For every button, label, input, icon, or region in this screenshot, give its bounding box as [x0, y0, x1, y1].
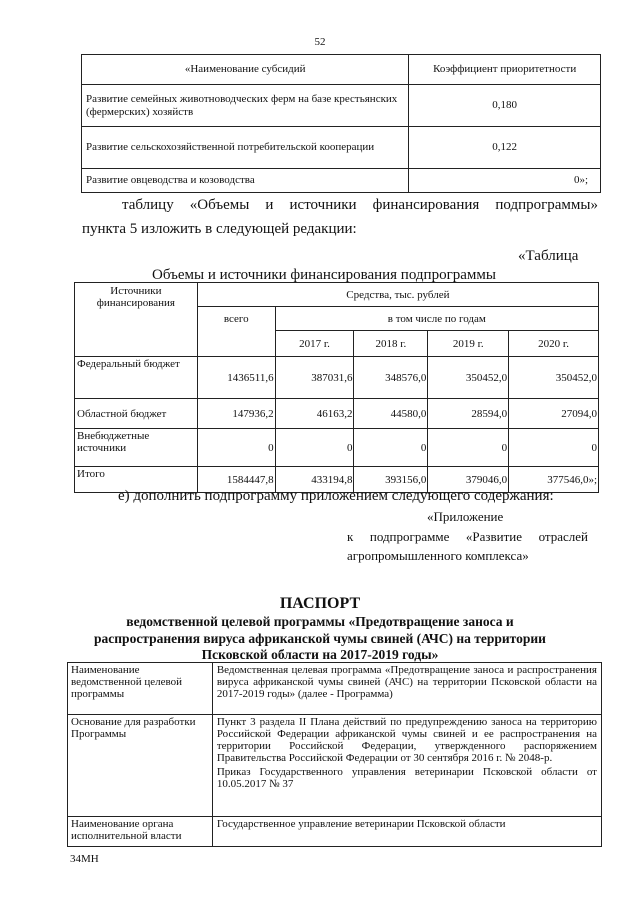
subsidy-name: Развитие семейных животноводческих ферм на базе крестьянских (фермерских) хозяйств — [82, 85, 409, 127]
appendix-line: к подпрограмме «Развитие отраслей — [347, 529, 588, 544]
table-row — [68, 663, 602, 715]
year-value: 433194,8 — [275, 467, 354, 493]
source-name: Внебюджетные источники — [75, 429, 198, 467]
by-years-header: в том числе по годам — [275, 307, 598, 331]
paragraph-line: таблицу «Объемы и источники финансирования подпрограммы» — [122, 197, 598, 213]
passport-field-value: Государственное управление ветеринарии Псковской области — [212, 817, 601, 847]
table-row — [75, 357, 599, 399]
total-header: всего — [197, 307, 275, 357]
year-header: 2020 г. — [509, 331, 599, 357]
passport-subtitle: распространения вируса африканской чумы свиней (АЧС) на территории — [94, 631, 546, 646]
table-row — [68, 817, 602, 847]
source-name: Итого — [75, 467, 198, 493]
year-value: 44580,0 — [354, 399, 428, 429]
total-value: 147936,2 — [197, 399, 275, 429]
passport-field-label: Наименование органа исполнительной власти — [68, 817, 213, 847]
subsidy-table — [81, 54, 601, 193]
table-row — [82, 85, 601, 127]
year-header: 2019 г. — [428, 331, 509, 357]
passport-value-paragraph: Пункт 3 раздела II Плана действий по предупреждению заноса на территорию Российской Федерации африканской чумы свиней и ее распространения на территории Российской Федерации, утвержденного распоряжением Правительства Российской Федерации от 30 сентября 2016 г. № 2048-р. — [216, 716, 597, 764]
year-value: 350452,0 — [509, 357, 599, 399]
table-row — [68, 715, 602, 817]
year-value: 27094,0 — [509, 399, 599, 429]
appendix-label: «Приложение — [427, 509, 504, 524]
total-value: 1436511,6 — [197, 357, 275, 399]
passport-title: ПАСПОРТ — [279, 595, 361, 612]
year-value: 379046,0 — [428, 467, 509, 493]
appendix-line: агропромышленного комплекса» — [347, 548, 529, 563]
year-value: 46163,2 — [275, 399, 354, 429]
paragraph-line: пункта 5 изложить в следующей редакции: — [82, 221, 357, 237]
passport-subtitle: Псковской области на 2017-2019 годы» — [201, 647, 439, 662]
subsidy-coefficient: 0»; — [409, 169, 601, 193]
table-row — [75, 399, 599, 429]
table-header-row — [75, 283, 599, 307]
subsidy-name: Развитие сельскохозяйственной потребительской кооперации — [82, 127, 409, 169]
year-header: 2018 г. — [354, 331, 428, 357]
passport-field-label: Основание для разработки Программы — [68, 715, 213, 817]
passport-value-paragraph: Приказ Государственного управления ветеринарии Псковской области от 10.05.2017 № 37 — [216, 766, 597, 790]
table-row — [82, 127, 601, 169]
paragraph-line: е) дополнить подпрограмму приложением следующего содержания: — [118, 488, 554, 504]
total-value: 0 — [197, 429, 275, 467]
financing-title: Объемы и источники финансирования подпрограммы — [152, 267, 496, 283]
financing-table — [74, 282, 599, 493]
table-row — [75, 429, 599, 467]
source-header: Источники финансирования — [75, 283, 198, 357]
year-value: 393156,0 — [354, 467, 428, 493]
passport-subtitle: ведомственной целевой программы «Предотвращение заноса и — [126, 614, 514, 629]
table-header-row — [82, 55, 601, 85]
year-value: 348576,0 — [354, 357, 428, 399]
subsidy-name-header: «Наименование субсидий — [82, 55, 409, 85]
year-value: 0 — [354, 429, 428, 467]
table-label: «Таблица — [518, 248, 579, 264]
year-value: 0 — [509, 429, 599, 467]
footer-code: 34МН — [70, 853, 99, 865]
source-name: Областной бюджет — [75, 399, 198, 429]
total-value: 1584447,8 — [197, 467, 275, 493]
passport-table — [67, 662, 602, 847]
passport-field-value — [212, 715, 601, 817]
subsidy-coefficient: 0,180 — [409, 85, 601, 127]
coefficient-header: Коэффициент приоритетности — [409, 55, 601, 85]
year-value: 387031,6 — [275, 357, 354, 399]
year-value: 0 — [428, 429, 509, 467]
year-value: 377546,0»; — [509, 467, 599, 493]
table-row — [82, 169, 601, 193]
subsidy-coefficient: 0,122 — [409, 127, 601, 169]
source-name: Федеральный бюджет — [75, 357, 198, 399]
passport-field-label: Наименование ведомственной целевой программы — [68, 663, 213, 715]
year-value: 28594,0 — [428, 399, 509, 429]
year-value: 0 — [275, 429, 354, 467]
page-number: 52 — [314, 36, 326, 48]
year-header: 2017 г. — [275, 331, 354, 357]
funds-header: Средства, тыс. рублей — [197, 283, 598, 307]
subsidy-name: Развитие овцеводства и козоводства — [82, 169, 409, 193]
passport-field-value: Ведомственная целевая программа «Предотвращение заноса и распространения вируса африканской чумы свиней (АЧС) на территории Псковской области на 2017-2019 годы» (далее - Программа) — [212, 663, 601, 715]
year-value: 350452,0 — [428, 357, 509, 399]
